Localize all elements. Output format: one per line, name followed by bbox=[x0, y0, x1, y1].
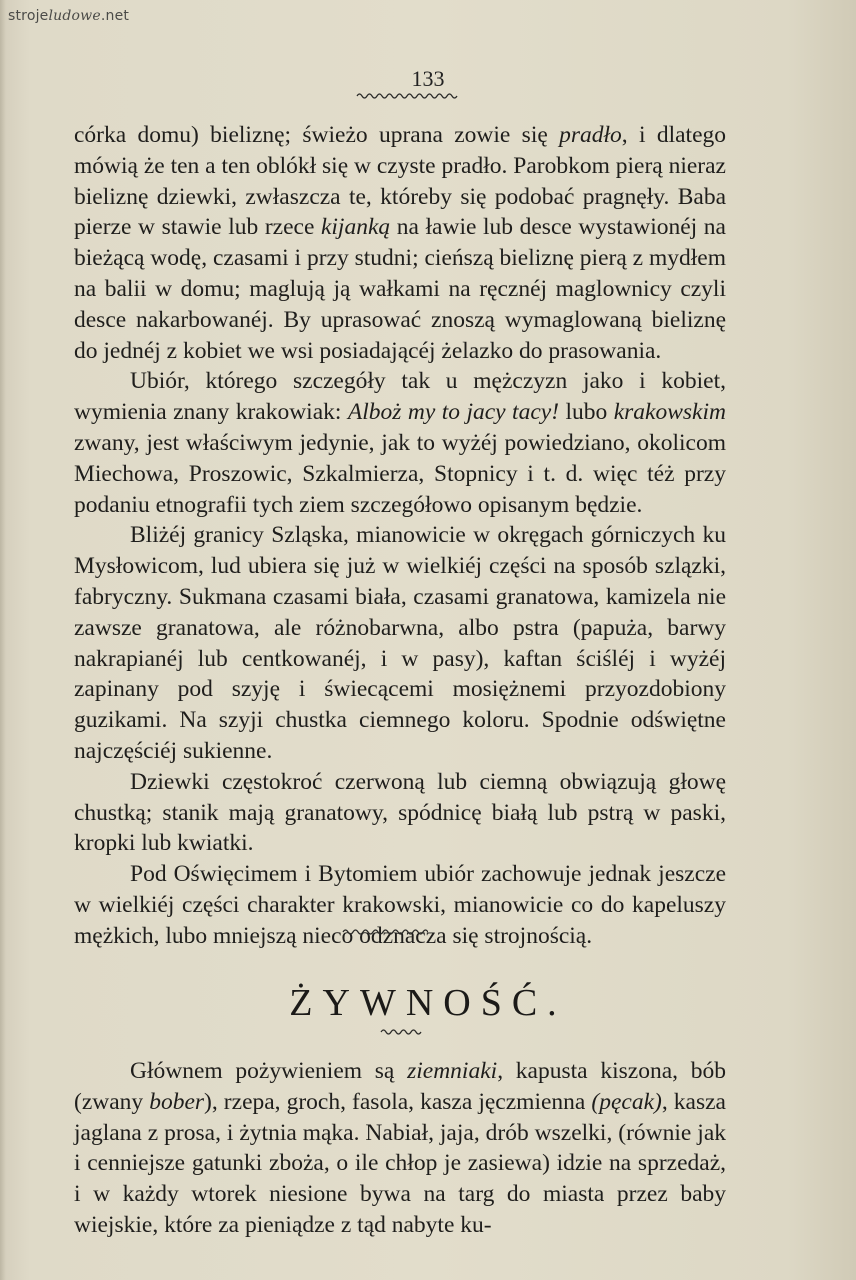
section-title: ŻYWNOŚĆ. bbox=[289, 982, 567, 1024]
ornament-top bbox=[356, 92, 458, 100]
paragraph: córka domu) bieliznę; świeżo uprana zowie się pradło, i dlatego mówią że ten a ten oblókł się w czyste pradło. Parobkom pierą nieraz bieliznę dziewki, zwłaszcza te, któreby się podobać pragnęły. Baba pierze w stawie lub rzece kijanką na ławie lub desce wystawionéj na bieżącą wodę, czasami i przy studni; cieńszą bieliznę pierą z mydłem na balii w domu; maglują ją wałkami na ręcznéj maglownicy czyli desce nakarbowanéj. By uprasować znoszą wymaglowaną bieliznę do jednéj z kobiet we wsi posiadającéj żelazko do prasowania. bbox=[74, 122, 726, 364]
body-text-food bbox=[74, 1056, 726, 1241]
paragraph: Dziewki częstokroć czerwoną lub ciemną obwiązują głowę chustką; stanik mają granatowy, spódnicę białą lub pstrą w paski, kropki lub kwiatki. bbox=[74, 768, 726, 857]
paragraph: Głównem pożywieniem są ziemniaki, kapusta kiszona, bób (zwany bober), rzepa, groch, fasola, kasza jęczmienna (pęcak), kasza jaglana z prosa, i żytnia mąka. Nabiał, jaja, drób wszelki, (równie jak i cenniejsze gatunki zboża, o ile chłop je zasiewa) idzie na sprzedaż, i w każdy wtorek niesione bywa na targ do miasta przez baby wiejskie, które za pieniądze z tąd nabyte ku- bbox=[74, 1058, 727, 1238]
ornament-middle bbox=[342, 928, 428, 936]
paragraph: Bliżéj granicy Szląska, mianowicie w okręgach górniczych ku Mysłowicom, lud ubiera się już w wielkiéj części na sposób szlązki, fabryczny. Sukmana czasami biała, czasami granatowa, kamizela nie zawsze granatowa, ale różnobarwna, albo pstra (papuża, barwy nakrapianéj lub centkowanéj, i w pasy), kaftan ściśléj i wyżéj zapinany pod szyję i świecącemi mosiężnemi przyozdobiony guzikami. Na szyji chustka ciemnego koloru. Spodnie odświętne najczęściéj sukienne. bbox=[74, 522, 726, 764]
page-number: 133 bbox=[411, 66, 445, 91]
ornament-title bbox=[380, 1028, 424, 1036]
paragraph: Pod Oświęcimem i Bytomiem ubiór zachowuje jednak jeszcze w wielkiéj części charakter krakowski, mianowicie co do kapeluszy mężkich, lubo mniejszą nieco odznacza się strojnością. bbox=[74, 861, 726, 949]
paragraph: Ubiór, którego szczegóły tak u mężczyzn jako i kobiet, wymienia znany krakowiak: Alboż my to jacy tacy! lubo krakowskim zwany, jest właściwym jedynie, jak to wyżéj powiedziano, okolicom Miechowa, Proszowic, Szkalmierza, Stopnicy i t. d. więc téż przy podaniu etnografii tych ziem szczegółowo opisanym będzie. bbox=[74, 368, 726, 518]
body-text bbox=[74, 120, 726, 952]
site-watermark: strojeludowe.net bbox=[8, 8, 130, 24]
